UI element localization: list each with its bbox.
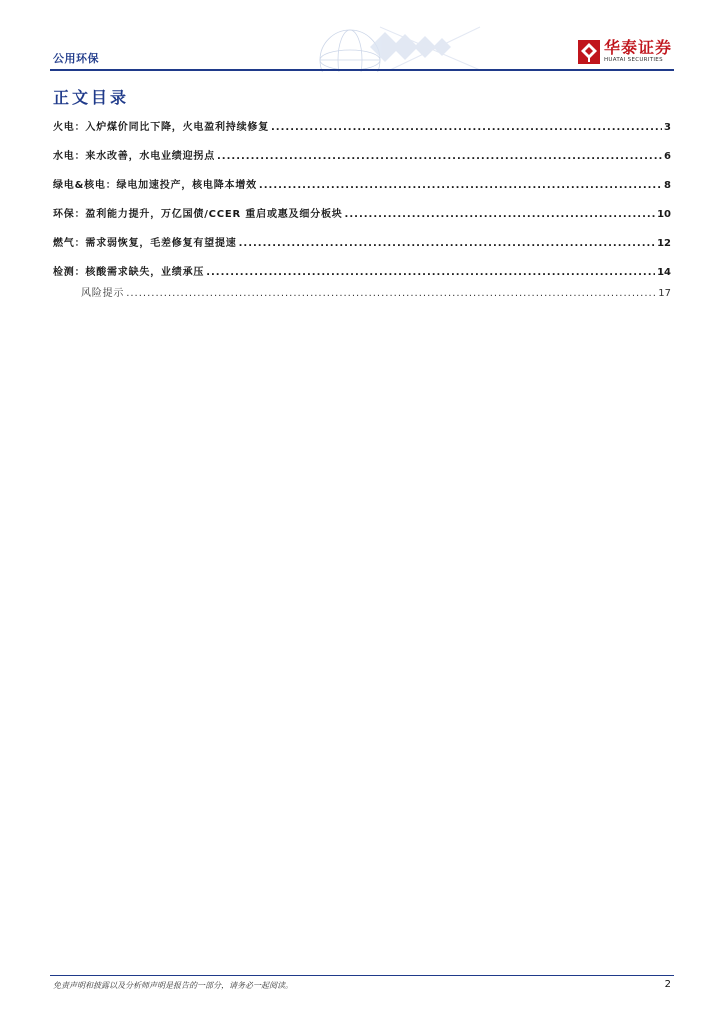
toc-entry-page: 6	[664, 151, 671, 162]
toc-entry-page: 8	[664, 180, 671, 191]
toc-entry-label: 火电：入炉煤价同比下降，火电盈利持续修复	[53, 122, 269, 133]
header-section-label: 公用环保	[53, 52, 99, 65]
toc-entry-label: 环保：盈利能力提升，万亿国债/CCER 重启或惠及细分板块	[53, 209, 343, 220]
header-divider	[50, 69, 674, 71]
header-decoration	[280, 22, 490, 72]
toc-leader-dots	[271, 122, 662, 133]
toc-leader-dots	[345, 209, 656, 220]
toc-leader-dots	[239, 238, 655, 249]
toc-leader-dots	[217, 151, 662, 162]
page-number: 2	[664, 979, 671, 990]
toc-leader-dots	[206, 267, 655, 278]
toc-entry[interactable]	[53, 147, 671, 176]
toc-entry-page: 12	[657, 238, 671, 249]
toc-list	[53, 118, 671, 304]
toc-entry[interactable]	[53, 205, 671, 234]
brand-name-cn: 华泰证券	[603, 38, 672, 58]
toc-subentry-page: 17	[658, 288, 671, 299]
toc-subentry[interactable]	[53, 284, 671, 304]
toc-entry-page: 14	[657, 267, 671, 278]
toc-subentry-label: 风险提示	[81, 288, 125, 299]
footer-disclaimer: 免责声明和披露以及分析师声明是报告的一部分，请务必一起阅读。	[53, 981, 293, 990]
toc-entry-label: 燃气：需求弱恢复，毛差修复有望提速	[53, 238, 237, 249]
brand-logo-block	[578, 40, 672, 64]
toc-leader-dots	[126, 288, 656, 299]
brand-name-en: HUATAI SECURITIES	[603, 57, 663, 64]
huatai-logo-icon	[578, 40, 600, 64]
toc-entry[interactable]	[53, 176, 671, 205]
toc-title: 正文目录	[53, 88, 130, 107]
toc-entry-label: 检测：核酸需求缺失，业绩承压	[53, 267, 205, 278]
toc-entry[interactable]	[53, 234, 671, 263]
toc-entry-label: 绿电&核电：绿电加速投产，核电降本增效	[53, 180, 257, 191]
toc-leader-dots	[259, 180, 662, 191]
toc-entry-page: 10	[657, 209, 671, 220]
toc-entry-label: 水电：来水改善，水电业绩迎拐点	[53, 151, 215, 162]
toc-entry-page: 3	[664, 122, 671, 133]
footer-divider	[50, 975, 674, 976]
toc-entry[interactable]	[53, 118, 671, 147]
